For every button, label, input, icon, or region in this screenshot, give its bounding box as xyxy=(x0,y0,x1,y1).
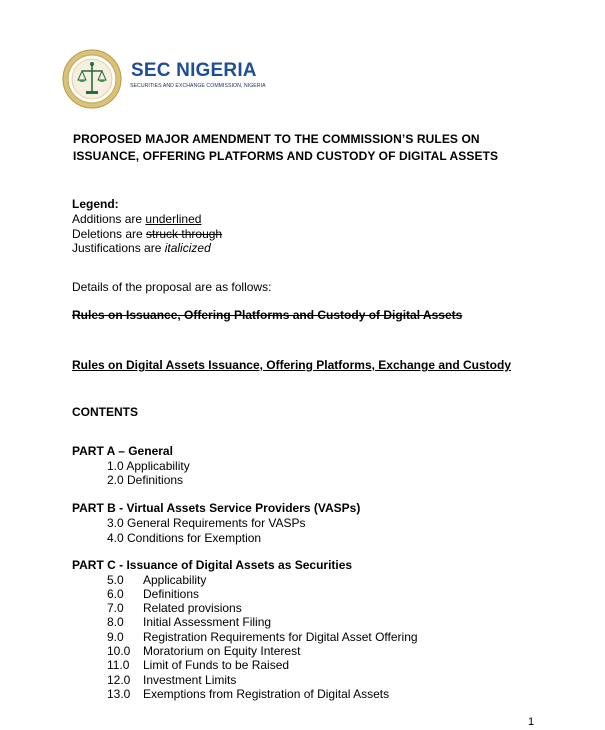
legend-heading: Legend: xyxy=(72,197,119,211)
page-number: 1 xyxy=(528,716,535,728)
toc-item xyxy=(107,673,236,687)
document-title-line-2: ISSUANCE, OFFERING PLATFORMS AND CUSTODY OF DIGITAL ASSETS xyxy=(73,149,499,163)
toc-item-label: Limit of Funds to be Raised xyxy=(143,658,290,672)
toc-item-number: 5.0 xyxy=(107,573,124,587)
part-b-heading: PART B - Virtual Assets Service Providers (VASPs) xyxy=(72,501,361,515)
legend-justifications-word: italicized xyxy=(164,241,211,255)
legend-deletions xyxy=(72,227,222,241)
toc-item xyxy=(107,587,199,601)
new-rules-title: Rules on Digital Assets Issuance, Offering Platforms, Exchange and Custody xyxy=(72,358,511,372)
struck-rules-title: Rules on Issuance, Offering Platforms and Custody of Digital Assets xyxy=(72,308,463,322)
toc-item-label: Moratorium on Equity Interest xyxy=(143,644,301,658)
part-a-heading: PART A – General xyxy=(72,444,173,458)
toc-item-number: 13.0 xyxy=(107,687,131,701)
legend-additions-prefix: Additions are xyxy=(72,212,146,226)
legend-additions xyxy=(72,212,201,226)
contents-heading: CONTENTS xyxy=(72,405,138,419)
legend-additions-word: underlined xyxy=(145,212,202,226)
legend-justifications xyxy=(72,241,211,255)
toc-item-label: Related provisions xyxy=(143,601,242,615)
toc-item-label: Applicability xyxy=(143,573,207,587)
legend-deletions-prefix: Deletions are xyxy=(72,227,147,241)
toc-item-number: 6.0 xyxy=(107,587,124,601)
brand-name: SEC NIGERIA xyxy=(131,60,257,81)
toc-item: 2.0 Definitions xyxy=(107,473,184,487)
toc-item-number: 12.0 xyxy=(107,673,131,687)
legend-justifications-prefix: Justifications are xyxy=(72,241,165,255)
document-title-line-1: PROPOSED MAJOR AMENDMENT TO THE COMMISSION’S RULES ON xyxy=(73,132,480,146)
legend-deletions-word: struck through xyxy=(146,227,223,241)
toc-item-number: 10.0 xyxy=(107,644,131,658)
toc-item xyxy=(107,687,389,701)
toc-item-label: Registration Requirements for Digital Asset Offering xyxy=(143,630,418,644)
toc-item xyxy=(107,630,418,644)
toc-item-number: 8.0 xyxy=(107,615,124,629)
toc-item xyxy=(107,573,206,587)
toc-item-label: Initial Assessment Filing xyxy=(143,615,272,629)
toc-item: 1.0 Applicability xyxy=(107,459,190,473)
details-intro: Details of the proposal are as follows: xyxy=(72,280,272,294)
toc-item xyxy=(107,658,289,672)
sec-seal-logo xyxy=(62,49,122,109)
toc-item-number: 11.0 xyxy=(107,658,130,672)
toc-item xyxy=(107,644,300,658)
toc-item-label: Definitions xyxy=(143,587,200,601)
toc-item: 3.0 General Requirements for VASPs xyxy=(107,516,306,530)
brand-subtitle: SECURITIES AND EXCHANGE COMMISSION, NIGERIA xyxy=(130,83,266,89)
toc-item xyxy=(107,601,242,615)
toc-item-label: Exemptions from Registration of Digital Assets xyxy=(143,687,390,701)
toc-item-number: 9.0 xyxy=(107,630,124,644)
toc-item: 4.0 Conditions for Exemption xyxy=(107,531,262,545)
toc-item-label: Investment Limits xyxy=(143,673,237,687)
toc-item-number: 7.0 xyxy=(107,601,124,615)
part-c-heading: PART C - Issuance of Digital Assets as Securities xyxy=(72,558,353,572)
toc-item xyxy=(107,615,271,629)
